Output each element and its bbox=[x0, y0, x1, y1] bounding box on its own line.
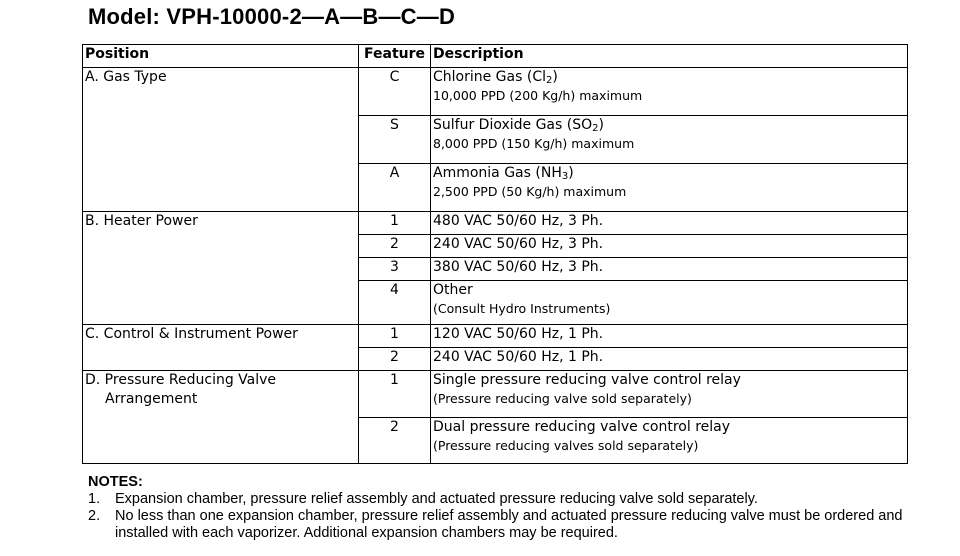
description-detail: (Pressure reducing valve sold separately) bbox=[433, 391, 692, 406]
description-cell bbox=[431, 68, 908, 116]
header-description: Description bbox=[431, 45, 908, 68]
position-prv-arrangement bbox=[83, 371, 359, 464]
feature-code: C bbox=[359, 68, 431, 116]
feature-code: 1 bbox=[359, 325, 431, 348]
position-heater-power: B. Heater Power bbox=[83, 212, 359, 325]
description-text-end: ) bbox=[598, 117, 604, 133]
formula-subscript: 3 bbox=[561, 171, 569, 182]
formula-subscript: 2 bbox=[592, 123, 599, 134]
description-text: 480 VAC 50/60 Hz, 3 Ph. bbox=[431, 212, 908, 235]
feature-code: 1 bbox=[359, 371, 431, 418]
description-text: Sulfur Dioxide Gas (SO bbox=[433, 117, 593, 133]
description-cell bbox=[431, 371, 908, 418]
feature-code: 2 bbox=[359, 418, 431, 464]
feature-code: S bbox=[359, 116, 431, 164]
position-label-line2: Arrangement bbox=[105, 391, 198, 407]
description-detail: 8,000 PPD (150 Kg/h) maximum bbox=[433, 136, 635, 151]
description-detail: (Consult Hydro Instruments) bbox=[433, 301, 611, 316]
description-cell bbox=[431, 281, 908, 325]
feature-code: 1 bbox=[359, 212, 431, 235]
description-text: Single pressure reducing valve control relay bbox=[433, 372, 741, 388]
model-options-table bbox=[82, 44, 908, 464]
notes-section bbox=[88, 474, 928, 542]
note-number: 2. bbox=[88, 508, 101, 524]
description-text: Chlorine Gas (Cl bbox=[433, 69, 546, 85]
description-cell bbox=[431, 116, 908, 164]
table-header-row bbox=[83, 45, 908, 68]
note-number: 1. bbox=[88, 491, 101, 507]
table-row bbox=[83, 212, 908, 235]
description-detail: (Pressure reducing valves sold separately) bbox=[433, 438, 699, 453]
description-text-end: ) bbox=[552, 69, 558, 85]
table-row bbox=[83, 325, 908, 348]
description-cell bbox=[431, 164, 908, 212]
feature-code: A bbox=[359, 164, 431, 212]
description-text: Dual pressure reducing valve control relay bbox=[433, 419, 731, 435]
table-row bbox=[83, 371, 908, 418]
feature-code: 2 bbox=[359, 348, 431, 371]
header-position: Position bbox=[83, 45, 359, 68]
description-text: 380 VAC 50/60 Hz, 3 Ph. bbox=[431, 258, 908, 281]
description-text: Ammonia Gas (NH bbox=[433, 165, 562, 181]
position-control-power: C. Control & Instrument Power bbox=[83, 325, 359, 371]
description-detail: 10,000 PPD (200 Kg/h) maximum bbox=[433, 88, 643, 103]
model-title: Model: VPH-10000-2—A—B—C—D bbox=[88, 4, 456, 29]
table-row bbox=[83, 68, 908, 116]
position-gas-type: A. Gas Type bbox=[83, 68, 359, 212]
note-text: Expansion chamber, pressure relief assembly and actuated pressure reducing valve sold separately. bbox=[115, 491, 758, 507]
header-feature: Feature bbox=[359, 45, 431, 68]
position-label-line1: D. Pressure Reducing Valve bbox=[85, 372, 277, 388]
note-item bbox=[88, 491, 928, 508]
note-item bbox=[88, 508, 928, 542]
description-detail: 2,500 PPD (50 Kg/h) maximum bbox=[433, 184, 627, 199]
description-text: 240 VAC 50/60 Hz, 1 Ph. bbox=[431, 348, 908, 371]
feature-code: 4 bbox=[359, 281, 431, 325]
feature-code: 3 bbox=[359, 258, 431, 281]
description-text: 120 VAC 50/60 Hz, 1 Ph. bbox=[431, 325, 908, 348]
description-text-end: ) bbox=[568, 165, 574, 181]
description-text: Other bbox=[433, 282, 473, 298]
feature-code: 2 bbox=[359, 235, 431, 258]
formula-subscript: 2 bbox=[545, 75, 553, 86]
notes-heading: NOTES: bbox=[88, 474, 143, 490]
description-cell bbox=[431, 418, 908, 464]
note-text: No less than one expansion chamber, pressure relief assembly and actuated pressure reducing valve must be ordered and installed with each vaporizer. Additional expansion chambers may be required. bbox=[115, 508, 903, 541]
description-text: 240 VAC 50/60 Hz, 3 Ph. bbox=[431, 235, 908, 258]
